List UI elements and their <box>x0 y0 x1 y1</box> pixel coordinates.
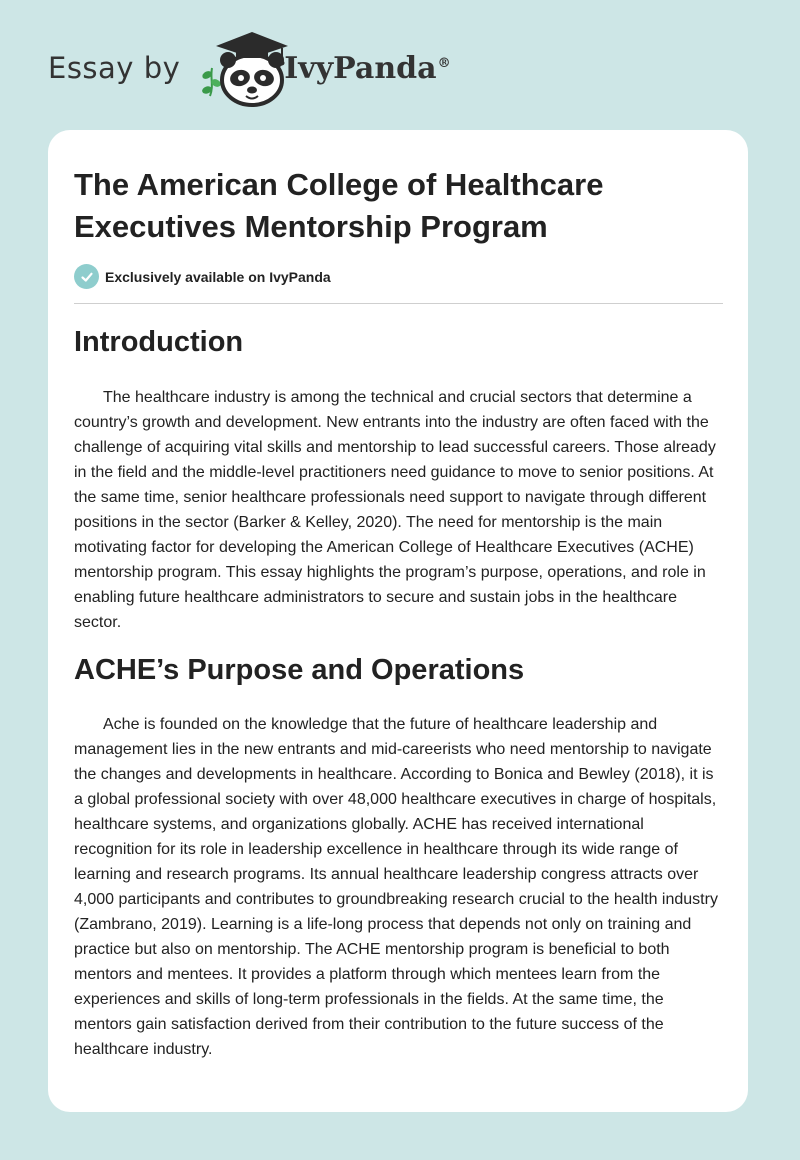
exclusive-label: Exclusively available on IvyPanda <box>105 268 331 285</box>
section-heading-introduction: Introduction <box>74 326 244 358</box>
section-heading-purpose-operations: ACHE’s Purpose and Operations <box>74 654 525 686</box>
divider <box>74 303 723 304</box>
section-body-purpose-operations: Ache is founded on the knowledge that the future of healthcare leadership and management lies in the new entrants and mid-careerists who need mentorship to navigate the changes and developments in healthcare. According to Bonica and Bewley (2018), it is a global professional society with over 48,000 healthcare executives in charge of hospitals, healthcare systems, and organizations globally. ACHE has received international recognition for its role in leadership excellence in healthcare through its wide range of learning and research programs. Its annual healthcare leadership congress attracts over 4,000 participants and contributes to groundbreaking research crucial to the health industry (Zambrano, 2019). Learning is a life-long process that depends not only on training and practice but also on mentorship. The ACHE mentorship program is beneficial to both mentors and mentees. It provides a platform through which mentees learn from the experiences and skills of long-term professionals in the fields. At the same time, the mentors gain satisfaction derived from their contribution to the future success of the healthcare industry. <box>74 716 718 1058</box>
brand-header <box>48 28 451 108</box>
brand-name-text: IvyPanda <box>284 50 437 86</box>
check-icon <box>74 264 99 289</box>
section-body-introduction: The healthcare industry is among the technical and crucial sectors that determine a country’s growth and development. New entrants into the industry are often faced with the challenge of acquiring vital skills and mentorship to lead successful careers. Those already in the field and the middle-level practitioners need guidance to move to senior positions. At the same time, senior healthcare professionals need support to navigate through different positions in the sector (Barker & Kelley, 2020). The need for mentorship is the main motivating factor for developing the American College of Healthcare Executives (ACHE) mentorship program. This essay highlights the program’s purpose, operations, and role in enabling future healthcare administrators to secure and sustain jobs in the healthcare sector. <box>74 389 716 631</box>
exclusive-badge <box>74 264 331 289</box>
brand-prefix: Essay by <box>48 51 181 85</box>
registered-mark: ® <box>437 55 451 71</box>
brand-name[interactable] <box>284 51 450 86</box>
essay-title: The American College of Healthcare Executives Mentorship Program <box>74 167 604 244</box>
panda-graduate-logo-icon[interactable] <box>198 28 290 108</box>
essay-card <box>48 130 748 1112</box>
